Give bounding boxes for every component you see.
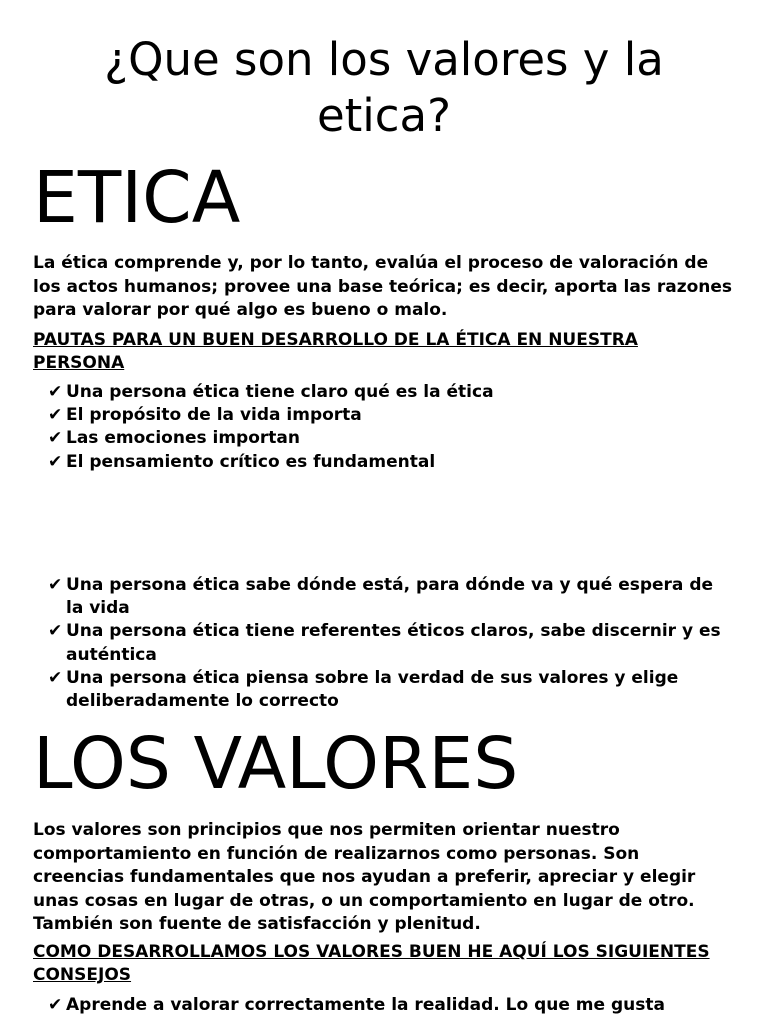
checkmark-icon: ✔ [48, 428, 63, 449]
list-item [48, 574, 736, 620]
list-item [48, 667, 736, 713]
checkmark-icon: ✔ [48, 995, 63, 1015]
list-item [48, 451, 736, 474]
valores-checklist [48, 994, 736, 1017]
list-item-text: Una persona ética piensa sobre la verdad de sus valores y elige deliberadamente lo correcto [66, 667, 679, 712]
checkmark-icon: ✔ [48, 382, 63, 402]
etica-paragraph: La ética comprende y, por lo tanto, evalúa el proceso de valoración de los actos humanos; provee una base teórica; es decir, aporta las razones para valorar por qué algo es bueno o malo. [33, 253, 733, 320]
list-item-text: El propósito de la vida importa [66, 405, 362, 426]
checkmark-icon: ✔ [48, 621, 63, 642]
list-item-text: Una persona ética tiene referentes éticos claros, sabe discernir y es auténtica [66, 621, 721, 665]
etica-subheading: PAUTAS PARA UN BUEN DESARROLLO DE LA ÉTICA EN NUESTRA PERSONA [33, 330, 638, 373]
page-title: ¿Que son los valores y la etica? [104, 33, 664, 142]
checkmark-icon: ✔ [48, 667, 63, 688]
list-item-text: Aprende a valorar correctamente la realidad. Lo que me gusta [66, 995, 665, 1015]
list-item-text: Las emociones importan [66, 428, 300, 449]
list-item-text: Una persona ética sabe dónde está, para dónde va y qué espera de la vida [66, 575, 714, 619]
list-item [48, 620, 736, 666]
list-item [48, 381, 736, 404]
etica-checklist-1 [48, 381, 736, 474]
list-item [48, 994, 736, 1017]
etica-checklist-2 [48, 574, 736, 713]
etica-heading: ETICA [33, 156, 241, 239]
list-item [48, 427, 736, 450]
valores-heading: LOS VALORES [33, 722, 519, 805]
list-item [48, 404, 736, 427]
list-item-text: Una persona ética tiene claro qué es la ética [66, 382, 494, 402]
valores-subheading: COMO DESARROLLAMOS LOS VALORES BUEN HE AQUÍ LOS SIGUIENTES CONSEJOS [33, 942, 710, 985]
list-item-text: El pensamiento crítico es fundamental [66, 451, 436, 472]
checkmark-icon: ✔ [48, 405, 63, 426]
checkmark-icon: ✔ [48, 575, 63, 595]
valores-paragraph: Los valores son principios que nos permiten orientar nuestro comportamiento en función de realizarnos como personas. Son creencias fundamentales que nos ayudan a preferir, apreciar y elegir unas cosas en lugar de otras, o un comportamiento en lugar de otro. También son fuente de satisfacción y plenitud. [33, 820, 696, 934]
checkmark-icon: ✔ [48, 451, 63, 472]
